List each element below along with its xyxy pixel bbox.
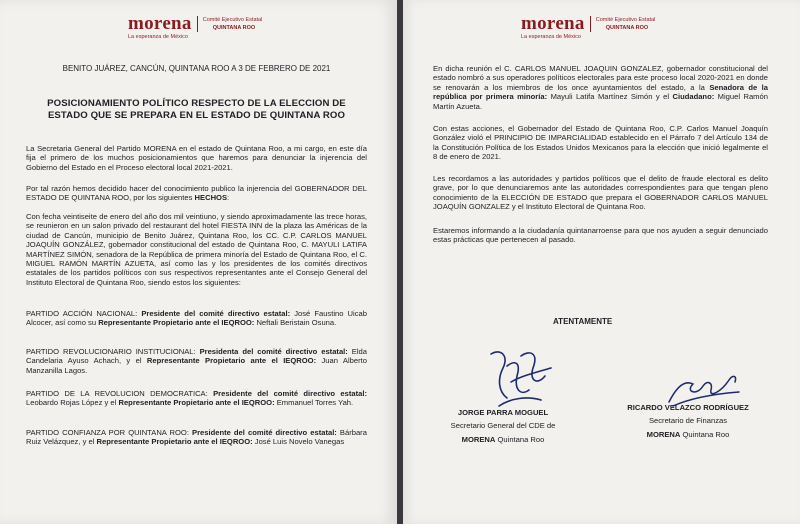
pan-rep-role: Representante Propietario ante el IEQROO: [98, 318, 255, 328]
signatory-2 [613, 403, 763, 439]
meeting-senator: Mayuli Latifa Martínez Simón y el [550, 92, 670, 102]
paragraph-meeting [433, 64, 768, 111]
logo-committee-2: Comité Ejecutivo Estatal [595, 17, 656, 23]
letter-page-1 [0, 0, 397, 524]
party-prd [26, 389, 367, 408]
logo-committee: Comité Ejecutivo Estatal [202, 17, 263, 23]
pri-person: Elda Candelaria Ayuso Achach, y el [26, 347, 367, 366]
signatory-1-name: JORGE PARRA MOGUEL [457, 408, 549, 417]
prd-role: Presidente del comité directivo estatal: [213, 389, 367, 398]
pri-role: Presidenta del comité directivo estatal: [199, 347, 348, 356]
signatory-2-role: Secretario de Finanzas [648, 416, 728, 426]
meeting-text: En dicha reunión el C. CARLOS MANUEL JOAQUIN GONZALEZ, gobernador constitucional del estado nombró a sus operadores políticos electorales para este proceso local 2020-2021 en donde se renovarán a los miembros de los once ayuntamientos del estado, a la [433, 64, 768, 92]
logo-tagline-2: La esperanza de México [521, 34, 581, 40]
pcqr-person: Bárbara Ruiz Velázquez, y el [26, 428, 367, 447]
pri-name: PARTIDO REVOLUCIONARIO INSTITUCIONAL: [26, 347, 196, 356]
pan-person: José Faustino Uicab Alcocer, así como su [26, 309, 367, 328]
signatory-1-party: MORENA [461, 434, 496, 444]
paragraph-reason: Por tal razón hemos decidido hacer del conocimiento publico la injerencia del GOBERNADOR DEL ESTADO DE QUINTANA ROO, por los siguientes HECHOS: [26, 184, 367, 203]
signature-1-scribble [481, 346, 561, 412]
signatory-2-name: RICARDO VELAZCO RODRÍGUEZ [627, 403, 749, 412]
document-title [26, 98, 367, 122]
pcqr-rep: José Luis Novelo Vanegas [254, 437, 345, 447]
logo-wordmark-2: morena [521, 13, 585, 34]
paragraph-violation: Con estas acciones, el Gobernador del Estado de Quintana Roo, C.P. Carlos Manuel Joaquín González violó el PRINCIPIO DE IMPARCIALIDAD establecido en el Párrafo 7 del Artículo 134 de la Constitución Política de los Estados Unidos Mexicanos para la elección que inició legalmente el 8 de enero de 2021. [433, 124, 768, 162]
signatory-2-party: MORENA [646, 429, 681, 439]
title-line-2: ESTADO QUE SE PREPARA EN EL ESTADO DE QUINTANA ROO [47, 110, 346, 121]
prd-person: Leobardo Rojas López y el [26, 398, 117, 408]
logo-tagline: La esperanza de México [128, 34, 188, 40]
pan-name: PARTIDO ACCIÓN NACIONAL: [26, 309, 138, 318]
reason-bold: HECHOS [194, 193, 228, 203]
logo-state: QUINTANA ROO [212, 25, 256, 31]
title-line-1: POSICIONAMIENTO POLÍTICO RESPECTO DE LA ELECCION DE [47, 98, 346, 109]
signatory-1 [423, 408, 583, 444]
pcqr-role: Presidente del comité directivo estatal: [192, 428, 337, 437]
pan-rep: Neftali Beristain Osuna. [256, 318, 337, 328]
signatory-2-state: Quintana Roo [682, 429, 730, 439]
morena-logo [128, 14, 262, 40]
meeting-senator-role: Senadora de la república por primera minoría: [433, 82, 768, 102]
meeting-citizen-role: Ciudadano: [672, 92, 715, 102]
closing-salutation: ATENTAMENTE [553, 317, 613, 326]
party-pcqr [26, 428, 367, 447]
pri-rep: Juan Alberto Manzanilla Lagos. [26, 356, 367, 375]
prd-rep: Emmanuel Torres Yah. [276, 398, 354, 408]
paragraph-intro: La Secretaria General del Partido MORENA en el estado de Quintana Roo, a mi cargo, en este día fija el primero de los muchos posicionamientos que haremos para denunciar la injerencia del Gobierno del Estado en el Proceso electoral local 2021-2021. [26, 144, 367, 172]
meeting-citizen: Miguel Ramón Martín Azueta. [433, 92, 768, 111]
signatory-1-role: Secretario General del CDE de [450, 421, 556, 431]
pcqr-rep-role: Representante Propietario ante el IEQROO: [96, 437, 253, 447]
morena-logo-2 [521, 14, 655, 40]
reason-text: Por tal razón hemos decidido hacer del conocimiento publico la injerencia del GOBERNADOR DEL ESTADO DE QUINTANA ROO, por los siguientes [26, 184, 367, 203]
paragraph-warning: Les recordamos a las autoridades y partidos políticos que el delito de fraude electoral es delito grave, por lo que denunciaremos ante las autoridades correspondientes para que tengan pleno conocimiento de la ELECCIÓN DE ESTADO que prepara el GOBERNADOR CARLOS MANUEL JOAQUÍN GONZALEZ y el Instituto Electoral de Quintana Roo. [433, 174, 768, 212]
letter-page-2 [403, 0, 800, 524]
pri-rep-role: Representante Propietario ante el IEQROO: [146, 356, 317, 366]
prd-rep-role: Representante Propietario ante el IEQROO: [118, 398, 275, 408]
signatory-1-state: Quintana Roo [497, 434, 545, 444]
logo-wordmark: morena [128, 13, 192, 34]
prd-name: PARTIDO DE LA REVOLUCION DEMOCRATICA: [26, 389, 208, 398]
paragraph-facts: Con fecha veintiseite de enero del año dos mil veintiuno, y siendo aproximadamente las trece horas, se reunieron en un salon privado del restaurant del hotel FIESTA INN de la plaza las Américas de la ciudad de Cancún, municipio de Benito Juárez, Quintana Roo, los CC. C.P. CARLOS MANUEL JOAQUÍN GONZÁLEZ, gobernador constitucional del estado de Quintana Roo, C. MAYULI LATIFA MARTÍNEZ SIMÓN, senadora de la República de primera minoría del Estado de Quintana Roo, el C. MIGUEL RAMÓN MARTÍN AZUETA, así como las y los presidentes de los comités directivos estatales de los partidos políticos con sus respectivos representantes ante el Consejo General del Instituto Electoral de Quintana Roo, siendo estos los siguientes: [26, 212, 367, 287]
party-pan [26, 309, 367, 328]
pan-role: Presidente del comité directivo estatal: [141, 309, 291, 318]
logo-state-2: QUINTANA ROO [605, 25, 649, 31]
pcqr-name: PARTIDO CONFIANZA POR QUINTANA ROO: [26, 428, 189, 437]
document-date: BENITO JUÁREZ, CANCÚN, QUINTANA ROO A 3 DE FEBRERO DE 2021 [62, 64, 331, 73]
party-pri [26, 347, 367, 375]
paragraph-closing: Estaremos informando a la ciudadanía quintanarroense para que nos ayuden a seguir denunciado estas prácticas que pertenecen al pasado. [433, 226, 768, 245]
